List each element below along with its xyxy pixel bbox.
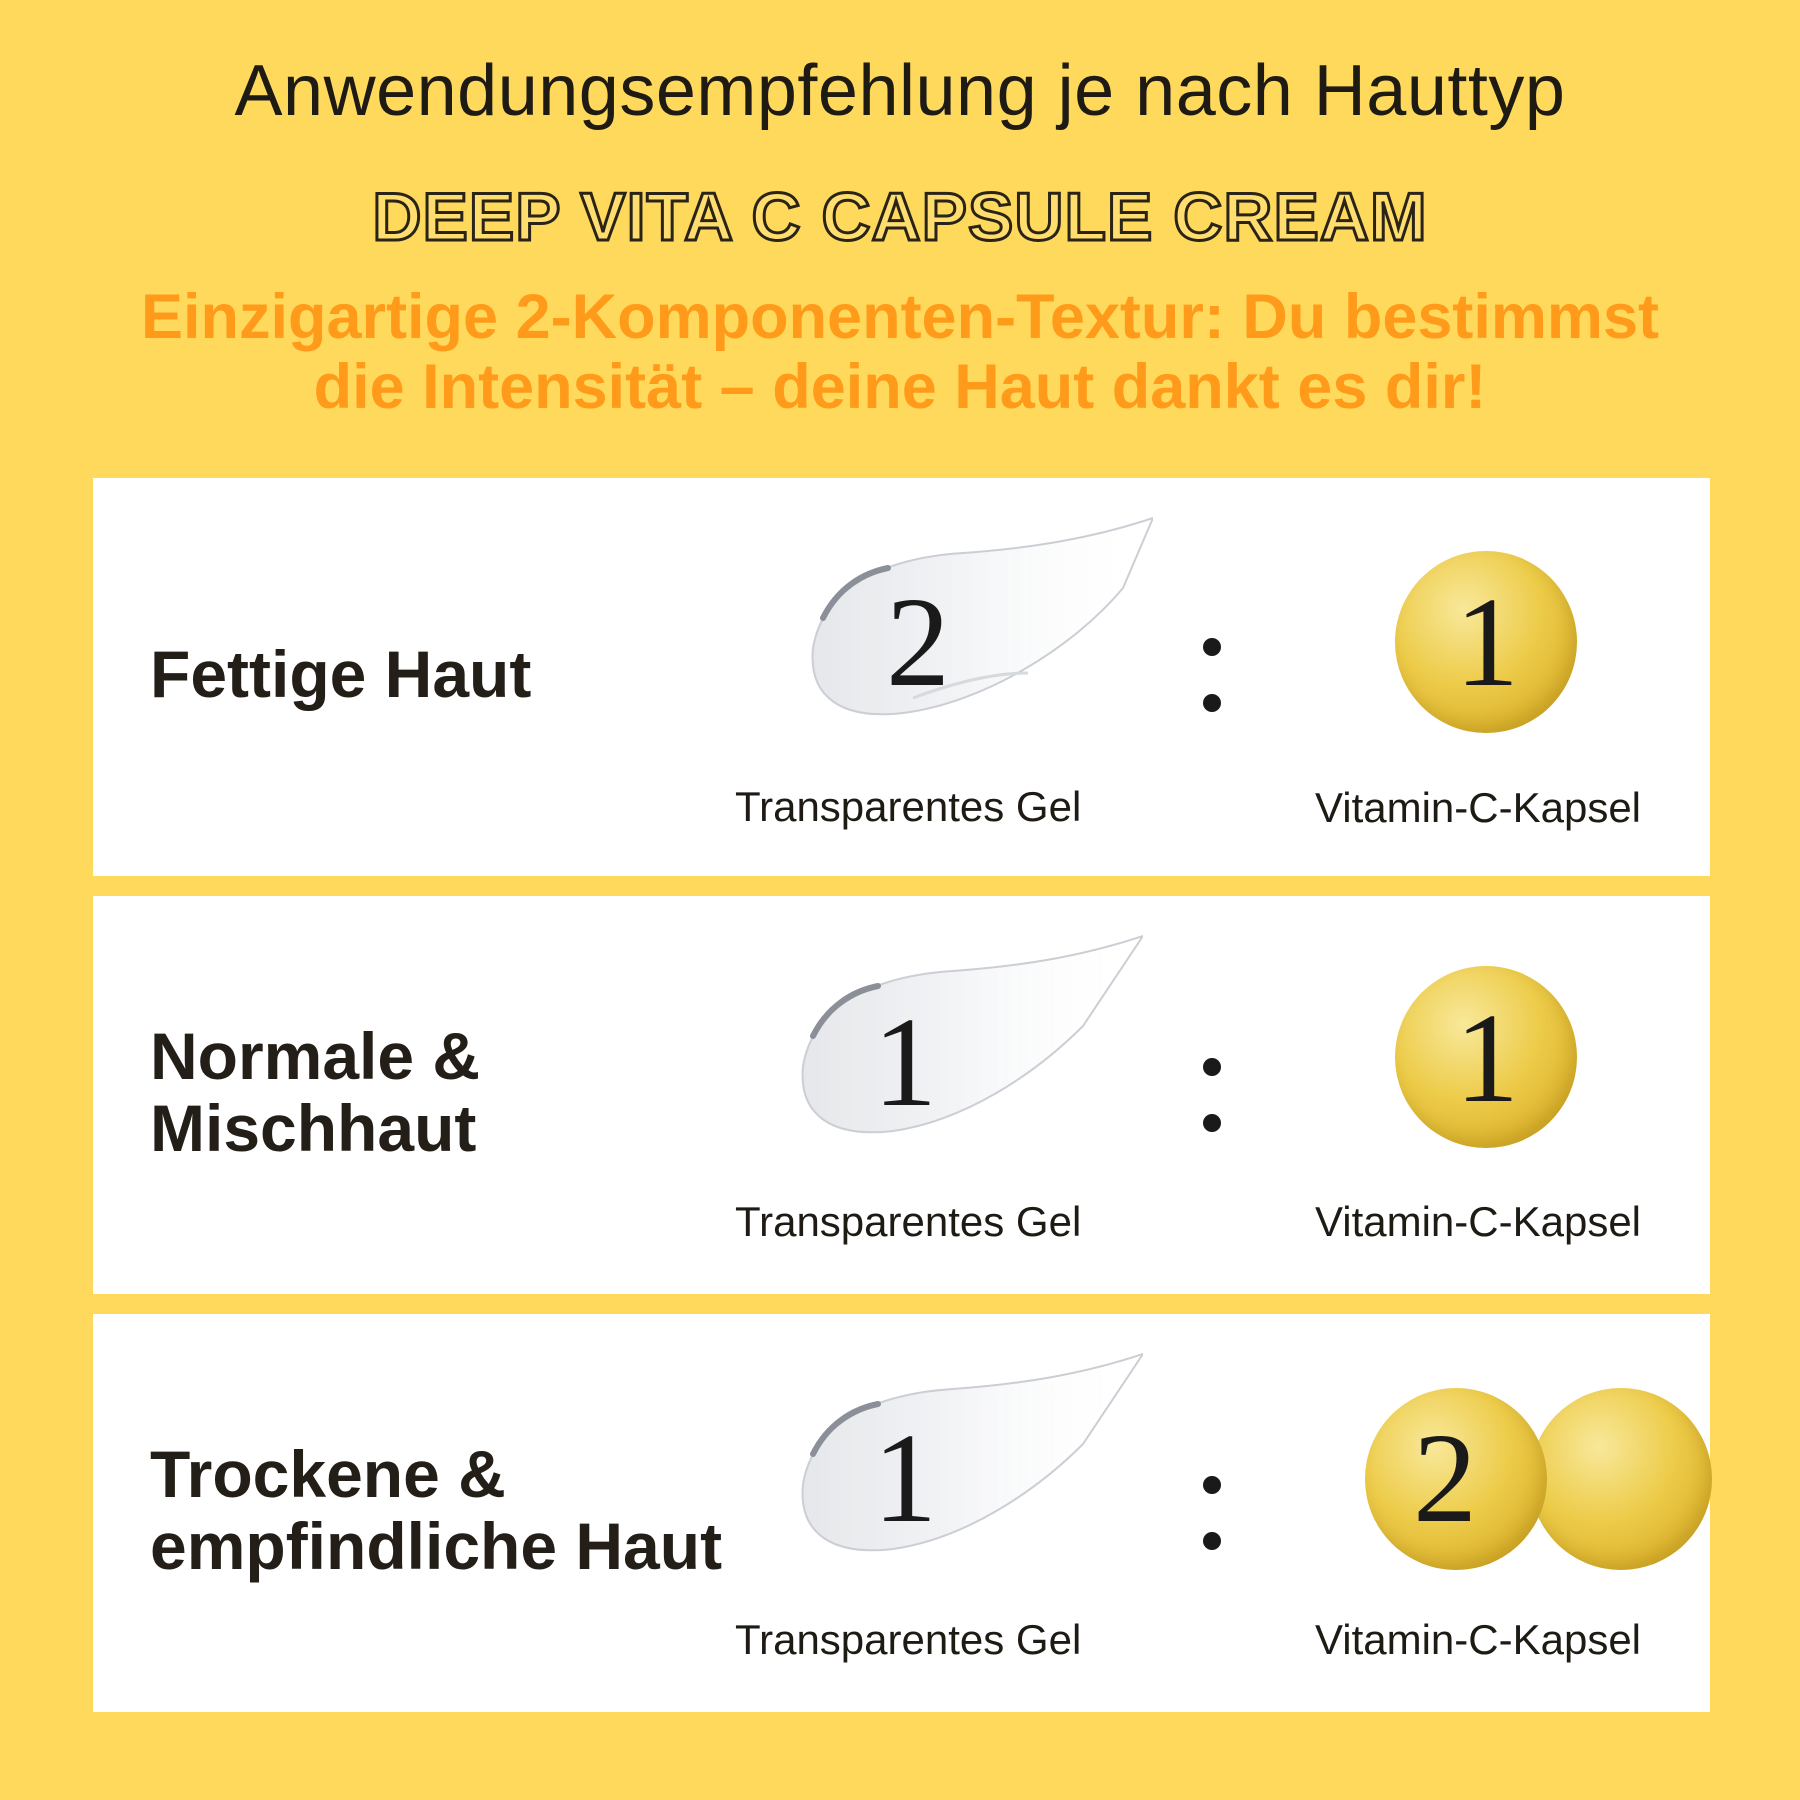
skin-type-label: Fettige Haut	[150, 637, 532, 711]
product-name: DEEP VITA C CAPSULE CREAM	[372, 179, 1428, 255]
skin-type-label: Trockene & empfindliche Haut	[150, 1437, 723, 1583]
card-oily-skin	[93, 478, 1710, 876]
card-normal-combination-skin	[93, 896, 1710, 1294]
gel-label: Transparentes Gel	[735, 783, 1082, 830]
capsule-ratio-number: 1	[1455, 571, 1519, 713]
gel-swatch-icon	[793, 498, 1153, 758]
gel-label: Transparentes Gel	[735, 1616, 1082, 1663]
gel-ratio-number: 2	[886, 571, 950, 713]
ratio-colon-icon	[1203, 1058, 1223, 1138]
capsule-label: Vitamin-C-Kapsel	[1315, 1616, 1642, 1663]
vitamin-capsule-icon	[1530, 1388, 1712, 1570]
capsule-ratio-number: 2	[1413, 1407, 1477, 1549]
page-title: Anwendungsempfehlung je nach Hauttyp	[234, 51, 1566, 131]
capsule-label: Vitamin-C-Kapsel	[1315, 784, 1642, 831]
gel-swatch-icon	[783, 916, 1143, 1176]
tagline	[0, 282, 1800, 422]
card-dry-sensitive-skin	[93, 1314, 1710, 1712]
ratio-colon-icon	[1203, 1476, 1223, 1556]
capsule-label: Vitamin-C-Kapsel	[1315, 1198, 1642, 1245]
tagline-line-2: die Intensität – deine Haut dankt es dir!	[313, 352, 1487, 422]
gel-swatch-icon	[783, 1334, 1143, 1594]
tagline-line-1: Einzigartige 2-Komponenten-Textur: Du bestimmst	[141, 282, 1659, 352]
capsule-ratio-number: 1	[1455, 987, 1519, 1129]
gel-ratio-number: 1	[873, 991, 937, 1133]
gel-label: Transparentes Gel	[735, 1198, 1082, 1245]
gel-ratio-number: 1	[873, 1407, 937, 1549]
skin-type-label: Normale & Mischhaut	[150, 1019, 481, 1165]
ratio-colon-icon	[1203, 638, 1223, 718]
